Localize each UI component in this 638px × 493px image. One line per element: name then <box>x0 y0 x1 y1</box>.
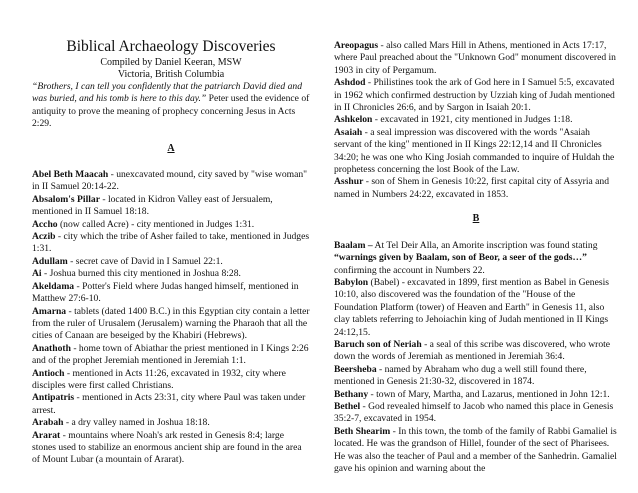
entry-text: - mentioned in Acts 23:31, city where Paul was taken under arrest. <box>32 392 306 416</box>
list-item <box>32 306 310 343</box>
entry-term: Areopagus <box>334 40 379 51</box>
entry-text: - city which the tribe of Asher failed to take, mentioned in Judges 1:31. <box>32 231 310 255</box>
entry-term: Arabah <box>32 417 64 429</box>
list-item <box>32 281 310 306</box>
list-item <box>334 40 618 77</box>
entry-term: Antioch <box>32 367 65 379</box>
list-item <box>32 194 310 219</box>
entry-list-b <box>334 277 618 476</box>
entry-text: - son of Shem in Genesis 10:22, first capital city of Assyria and named in Numbers 24:22, excavated in 1853. <box>334 176 609 200</box>
entry-term: Akeldama <box>32 280 75 292</box>
entry-text: - unexcavated mound, city saved by "wise woman" in II Samuel 20:14-22. <box>32 169 308 193</box>
list-item <box>32 417 310 429</box>
entry-text: - named by Abraham who dug a well still found there, mentioned in Genesis 21:30-32, discovered in 1874. <box>334 363 587 388</box>
entry-term: Amarna <box>32 305 67 317</box>
entry-term: Baruch son of Neriah <box>334 338 422 350</box>
entry-text: - Joshua burned this city mentioned in Joshua 8:28. <box>41 268 241 280</box>
entry-term: Ashdod <box>334 77 366 89</box>
list-item <box>32 392 310 417</box>
location-line: Victoria, British Columbia <box>117 69 225 80</box>
entry-text: At Tel Deir Alla, an Amorite inscription was found stating <box>372 239 598 251</box>
list-item <box>334 339 618 364</box>
list-item <box>32 268 310 280</box>
list-item <box>334 127 618 177</box>
entry-text: - secret cave of David in I Samuel 22:1. <box>67 255 223 267</box>
list-item <box>334 389 618 401</box>
entry-text: - In this town, the tomb of the family of Rabbi Gamaliel is located. He was the grandson of Hillel, founder of the sect of Pharisees. He was also the teacher of Paul and a member of the Sanhedrin. Gamaliel gave his opinion and warning about the <box>334 425 617 474</box>
entry-term: Abel Beth Maacah <box>32 169 109 181</box>
entry-text: - a seal of this scribe was discovered, who wrote down the words of Jeremiah as mentioned in Jeremiah 36:4. <box>334 338 611 363</box>
entry-text: (now called Acre) - city mentioned in Judges 1:31. <box>57 218 255 230</box>
list-item <box>334 77 618 114</box>
list-item <box>32 343 310 368</box>
entry-text: - a seal impression was discovered with the words "Asaiah servant of the king" mentioned in II Kings 22:12,14 and II Chronicles 34:20; he was one who King Josiah commanded to inquire of Huldah the prophetess concerning the lost Book of the Law. <box>334 126 615 176</box>
section-letter-a: A <box>167 142 175 154</box>
entry-text: - town of Mary, Martha, and Lazarus, mentioned in John 12:1. <box>368 388 610 400</box>
entry-text: - tablets (dated 1400 B.C.) in this Egyptian city contain a letter from the ruler of Urusalem (Jerusalem) warning the Pharaoh that all the cities of Canaan are beseiged by the Khabiri (Hebrews). <box>32 305 310 342</box>
list-item <box>32 169 310 194</box>
entry-term: Ashkelon <box>334 114 373 126</box>
entry-text: (Babel) - excavated in 1899, first mention as Babel in Genesis 10:10, also discovered was the foundation of the "House of the Foundation Platform (tower) of Heaven and Earth" in Genesis 11, also clay tablets referring to Jehoiachin king of Judah mentioned in II Kings 24:12,15. <box>334 276 609 338</box>
entry-text: - Potter's Field where Judas hanged himself, mentioned in Matthew 27:6-10. <box>32 280 299 305</box>
list-item <box>334 114 618 126</box>
entry-list-a-continued <box>334 40 618 201</box>
list-item <box>32 256 310 268</box>
inscription-quote: “warnings given by Baalam, son of Beor, a seer of the gods…” <box>334 252 587 264</box>
entry-text: - a dry valley named in Joshua 18:18. <box>63 417 210 429</box>
list-item <box>334 401 618 426</box>
entry-term: Aczib <box>32 231 56 243</box>
entry-text: - located in Kidron Valley east of Jersualem, mentioned in II Samuel 18:18. <box>32 193 273 218</box>
entry-list-a <box>32 169 310 467</box>
entry-text-tail: confirming the account in Numbers 22. <box>334 264 485 276</box>
right-column <box>334 40 618 475</box>
entry-text: - excavated in 1921, city mentioned in Judges 1:18. <box>372 114 573 126</box>
entry-term: Antipatris <box>32 392 75 404</box>
entry-text: - Philistines took the ark of God here in I Samuel 5:5, excavated in 1962 which confirmed destruction by Uzziah king of Judah mentioned in II Chronicles 26:6, and by Sargon in Isaiah 20:1. <box>334 77 615 114</box>
entry-text: - home town of Abiathar the priest mentioned in I Kings 2:26 and of the prophet Jeremiah mentioned in Jeremiah 1:1. <box>32 342 309 367</box>
entry-term: Asaiah <box>334 126 363 138</box>
entry-term: Anathoth <box>32 342 71 354</box>
list-item <box>334 426 618 476</box>
list-item <box>32 430 310 467</box>
intro-quote: “Brothers, I can tell you confidently that the patriarch David died and was buried, and his tomb is here to this day.” <box>32 81 303 105</box>
entry-balaam <box>334 240 618 277</box>
entry-term: Bethany <box>334 388 369 400</box>
entry-term: Baalam – <box>334 239 373 251</box>
entry-term: Beersheba <box>334 363 377 375</box>
entry-term: Accho <box>32 218 58 230</box>
entry-term: Bethel <box>334 400 361 412</box>
entry-term: Asshur <box>334 176 364 188</box>
entry-term: Adullam <box>32 255 68 267</box>
compiler-line: Compiled by Daniel Keeran, MSW <box>100 57 242 68</box>
intro-paragraph <box>32 81 310 131</box>
list-item <box>334 364 618 389</box>
list-item <box>32 231 310 256</box>
list-item <box>32 219 310 231</box>
section-letter-b: B <box>472 213 480 225</box>
list-item <box>32 368 310 393</box>
entry-term: Absalom's Pillar <box>32 193 100 205</box>
entry-term: Babylon <box>334 276 369 288</box>
document-title: Biblical Archaeology Discoveries <box>66 38 276 55</box>
entry-text: - mountains where Noah's ark rested in Genesis 8:4; large stones used to stabilize an enormous ancient ship are found in the area of Mount Lubar (a mountain of Ararat). <box>32 429 302 466</box>
intro-text: Peter used the evidence of antiquity to prove the meaning of prophecy concerning Jesus in Acts 2:29. <box>32 93 310 130</box>
entry-text: - also called Mars Hill in Athens, mentioned in Acts 17:17, where Paul preached about the "Unknown God" monument discovered in 1903 in city of Pergamum. <box>334 40 616 76</box>
entry-text: - God revealed himself to Jacob who named this place in Genesis 35:2-7, excavated in 1954. <box>334 400 614 425</box>
entry-term: Ai <box>32 268 42 280</box>
entry-text: - mentioned in Acts 11:26, excavated in 1932, city where disciples were first called Christians. <box>32 367 286 391</box>
entry-term: Ararat <box>32 429 61 441</box>
list-item <box>334 277 618 339</box>
left-column <box>32 38 310 467</box>
list-item <box>334 176 618 201</box>
entry-term: Beth Shearim <box>334 425 391 437</box>
